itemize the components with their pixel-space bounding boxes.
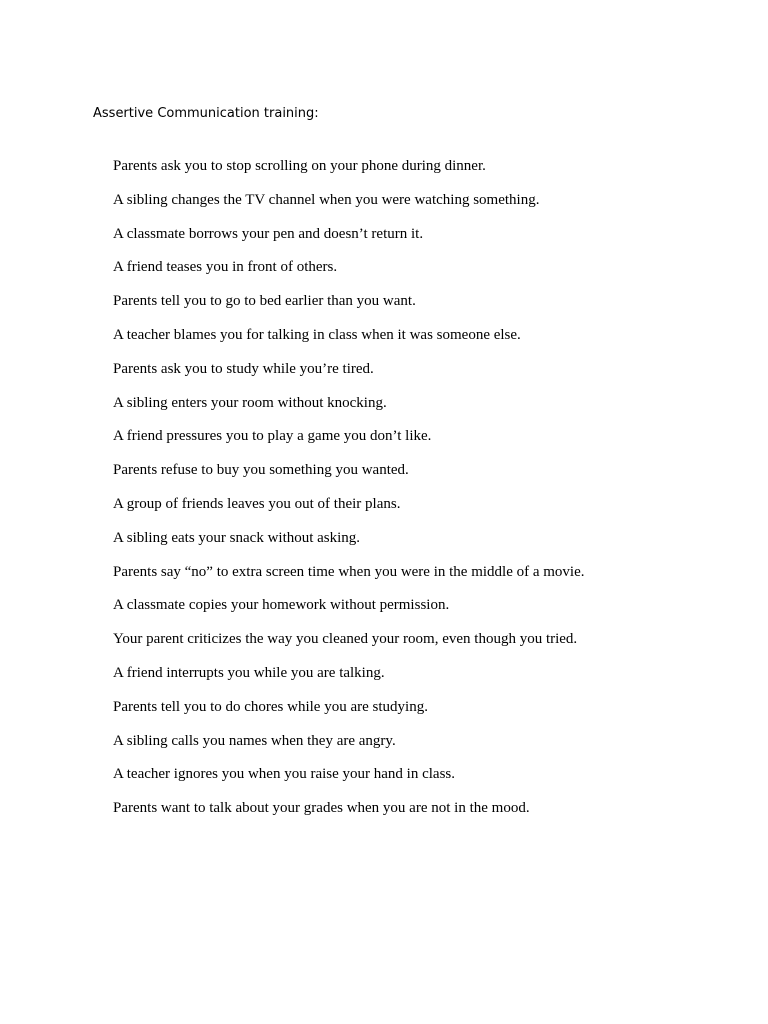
scenario-item: A friend interrupts you while you are talking.: [113, 664, 385, 681]
scenario-item: A sibling calls you names when they are angry.: [113, 732, 396, 749]
scenario-item: Parents tell you to do chores while you are studying.: [113, 698, 428, 715]
scenario-item: A classmate borrows your pen and doesn’t return it.: [113, 225, 424, 242]
scenario-item: Parents tell you to go to bed earlier than you want.: [113, 293, 416, 310]
scenario-item: A friend teases you in front of others.: [113, 259, 338, 276]
scenario-item: A classmate copies your homework without permission.: [113, 597, 450, 614]
scenario-item: A friend pressures you to play a game you don’t like.: [113, 428, 432, 445]
scenario-item: Parents want to talk about your grades when you are not in the mood.: [113, 800, 530, 817]
scenario-item: Parents say “no” to extra screen time when you were in the middle of a movie.: [113, 563, 585, 580]
scenario-item: Parents refuse to buy you something you wanted.: [113, 462, 409, 479]
scenario-list: [113, 157, 585, 833]
scenario-item: Parents ask you to stop scrolling on your phone during dinner.: [113, 158, 486, 174]
scenario-item: A sibling changes the TV channel when you were watching something.: [113, 191, 540, 208]
scenario-item: A sibling enters your room without knocking.: [113, 394, 387, 411]
document-title: Assertive Communication training:: [93, 106, 319, 121]
scenario-item: A teacher ignores you when you raise your hand in class.: [113, 766, 455, 783]
scenario-item: A sibling eats your snack without asking.: [113, 529, 361, 546]
scenario-item: Your parent criticizes the way you cleaned your room, even though you tried.: [113, 631, 578, 648]
scenario-item: Parents ask you to study while you’re tired.: [113, 360, 374, 377]
scenario-item: A group of friends leaves you out of their plans.: [113, 495, 401, 512]
scenario-item: A teacher blames you for talking in class when it was someone else.: [113, 326, 521, 343]
